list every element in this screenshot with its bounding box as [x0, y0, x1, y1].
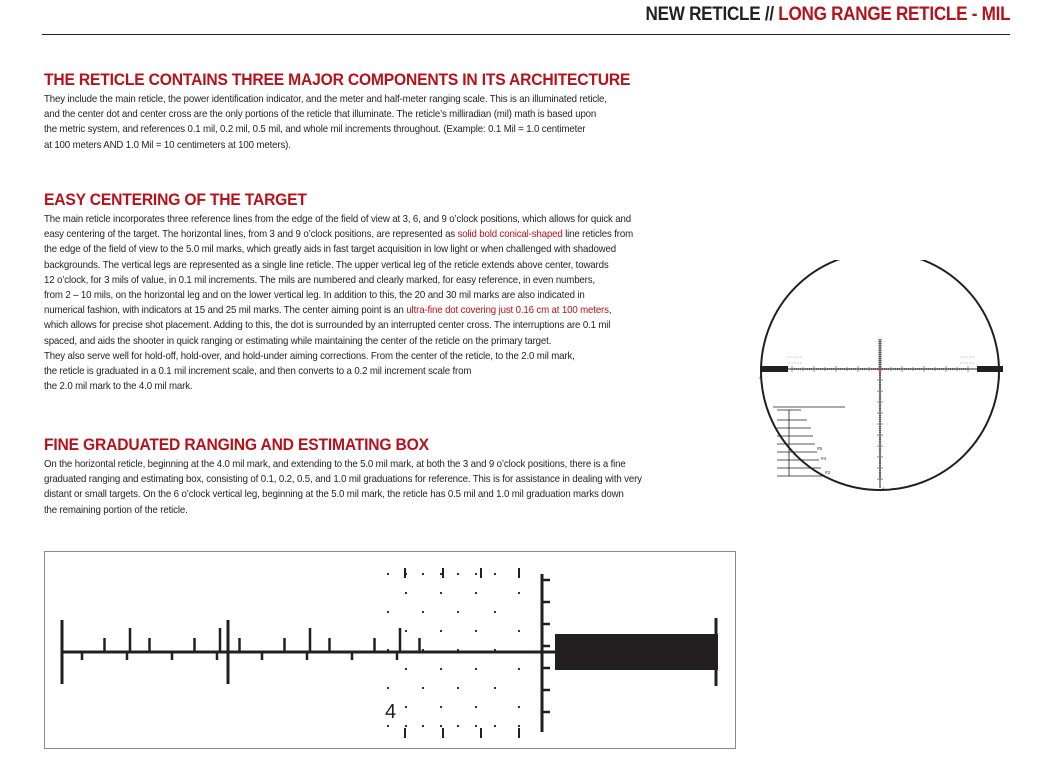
- section-title: THE RETICLE CONTAINS THREE MAJOR COMPONENTS IN ITS ARCHITECTURE: [44, 70, 631, 89]
- body-line: at 100 meters AND 1.0 Mil = 10 centimeters at 100 meters).: [44, 139, 291, 151]
- scope-dot: [970, 369, 971, 370]
- scope-dot: [798, 369, 799, 370]
- detail-grid-dot: [405, 706, 407, 708]
- body-line: the metric system, and references 0.1 mil, 0.2 mil, 0.5 mil, and whole mil increments throughout. (Example: 0.1 Mil = 1.0 centimeter: [44, 124, 586, 136]
- detail-grid-dot: [440, 706, 442, 708]
- scope-dot: [973, 363, 974, 364]
- body-line: and the center dot and center cross are the only portions of the reticle that illuminate. The reticle’s milliradian (mil) math is based upon: [44, 109, 597, 121]
- scope-dot: [789, 369, 790, 370]
- section-body: [44, 92, 732, 153]
- ladder-label: #3: [825, 470, 831, 475]
- scope-dot: [792, 357, 793, 358]
- section-title: EASY CENTERING OF THE TARGET: [44, 190, 307, 209]
- body-text: easy centering of the target. The horizontal lines, from 3 and 9 o’clock positions, are represented as: [44, 229, 458, 241]
- scope-dot: [970, 357, 971, 358]
- section-easy-centering: [44, 190, 784, 394]
- header-separator: //: [760, 4, 779, 25]
- body-line: the reticle is graduated in a 0.1 mil increment scale, and then converts to a 0.2 mil increment scale from: [44, 366, 472, 378]
- detail-grid-dot: [475, 592, 477, 594]
- detail-grid-dot: [440, 725, 442, 727]
- detail-grid-dot: [475, 668, 477, 670]
- reticle-svg: [755, 260, 1005, 492]
- detail-svg: [45, 552, 735, 748]
- detail-grid-dot: [494, 687, 496, 689]
- section-body: [44, 212, 732, 394]
- scope-dot: [970, 363, 971, 364]
- body-line: They also serve well for hold-off, hold-over, and hold-under aiming corrections. From the center of the reticle, to the 2.0 mil mark,: [44, 350, 575, 362]
- section-body: [44, 457, 732, 518]
- scope-dot: [967, 357, 968, 358]
- scope-label-left: 4: [759, 375, 762, 380]
- body-line: They include the main reticle, the power identification indicator, and the meter and half-meter ranging scale. This is an illuminated reticle,: [44, 94, 607, 105]
- body-text: ,: [608, 305, 612, 317]
- detail-grid-dot: [422, 649, 424, 651]
- highlight-text: solid bold conical-shaped: [457, 229, 563, 241]
- scope-dot: [964, 369, 965, 370]
- scope-dot: [792, 369, 793, 370]
- body-line: from 2 – 10 mils, on the horizontal leg and on the lower vertical leg. In addition to this, the 20 and 30 mil marks are also indicated in: [44, 290, 585, 302]
- body-line: [44, 303, 732, 318]
- left-thick-bar: [760, 366, 788, 372]
- detail-grid-dot: [475, 573, 477, 575]
- section-title: FINE GRADUATED RANGING AND ESTIMATING BOX: [44, 435, 429, 454]
- detail-grid-dot: [457, 573, 459, 575]
- body-line: backgrounds. The vertical legs are represented as a single line reticle. The upper vertical leg of the reticle extends above center, towards: [44, 259, 609, 271]
- detail-grid-dot: [422, 573, 424, 575]
- scope-dot: [795, 357, 796, 358]
- header-rule: [42, 34, 1010, 35]
- body-line: the 2.0 mil mark to the 4.0 mil mark.: [44, 381, 193, 393]
- body-line: spaced, and aids the shooter in quick ranging or estimating while maintaining the center of the reticle on the primary target.: [44, 335, 552, 347]
- highlight-text: ultra-fine dot covering just 0.16 cm at 100 meters: [406, 305, 609, 317]
- detail-grid-dot: [387, 687, 389, 689]
- right-thick-bar: [977, 366, 1003, 372]
- detail-grid-dot: [405, 592, 407, 594]
- scope-dot: [967, 369, 968, 370]
- detail-grid-dot: [494, 725, 496, 727]
- ladder-label: #4: [821, 456, 827, 461]
- body-line: the remaining portion of the reticle.: [44, 504, 188, 516]
- body-line: which allows for precise shot placement. Adding to this, the dot is surrounded by an interrupted center cross. The interruptions are 0.1 mil: [44, 320, 611, 332]
- detail-grid-dot: [405, 668, 407, 670]
- ranging-box-detail: [44, 551, 736, 749]
- center-dot: [878, 367, 881, 370]
- ladder-label: #5: [817, 446, 823, 451]
- detail-grid-dot: [475, 630, 477, 632]
- detail-grid-dot: [457, 725, 459, 727]
- detail-grid-dot: [494, 611, 496, 613]
- section-ranging-box: [44, 435, 784, 518]
- detail-grid-dot: [518, 630, 520, 632]
- detail-mil-label: 4: [385, 701, 397, 723]
- detail-grid-dot: [387, 611, 389, 613]
- scope-dot: [795, 363, 796, 364]
- body-line: the edge of the field of view to the 5.0 mil marks, which greatly aids in fast target acquisition in low light or when challenged with shadowed: [44, 244, 616, 256]
- scope-dot: [795, 369, 796, 370]
- body-line: 12 o’clock, for 3 mils of value, in 0.1 mil increments. The mils are numbered and clearly marked, for easy reference, in even numbers,: [44, 274, 595, 286]
- detail-grid-dot: [405, 725, 407, 727]
- detail-grid-dot: [422, 725, 424, 727]
- scope-dot: [798, 357, 799, 358]
- detail-grid-dot: [422, 687, 424, 689]
- detail-grid-dot: [440, 668, 442, 670]
- scope-dot: [789, 357, 790, 358]
- detail-grid-dot: [457, 649, 459, 651]
- detail-grid-dot: [387, 649, 389, 651]
- detail-grid-dot: [518, 668, 520, 670]
- scope-dot: [964, 357, 965, 358]
- detail-grid-dot: [422, 611, 424, 613]
- body-line: On the horizontal reticle, beginning at the 4.0 mil mark, and extending to the 5.0 mil mark, at both the 3 and 9 o’clock positions, there is a fine: [44, 459, 626, 470]
- body-line: distant or small targets. On the 6 o’clock vertical leg, beginning at the 5.0 mil mark, the reticle has 0.5 mil and 1.0 mil graduation marks down: [44, 489, 624, 501]
- header-title-right: LONG RANGE RETICLE - MIL: [778, 4, 1010, 25]
- scope-dot: [961, 363, 962, 364]
- detail-grid-dot: [457, 611, 459, 613]
- scope-dot: [801, 357, 802, 358]
- detail-grid-dot: [387, 573, 389, 575]
- scope-label-right: 4: [998, 375, 1001, 380]
- scope-dot: [801, 369, 802, 370]
- detail-grid-dot: [387, 725, 389, 727]
- body-text: line reticles from: [562, 229, 633, 241]
- page-header: [645, 4, 1010, 26]
- detail-grid-dot: [457, 687, 459, 689]
- scope-dot: [961, 357, 962, 358]
- scope-dot: [798, 363, 799, 364]
- detail-grid-dot: [494, 573, 496, 575]
- detail-grid-dot: [518, 706, 520, 708]
- detail-grid-dot: [494, 649, 496, 651]
- scope-dot: [961, 369, 962, 370]
- body-line: [44, 227, 732, 242]
- detail-grid-dot: [518, 725, 520, 727]
- scope-dot: [973, 369, 974, 370]
- scope-label-bottom: 4: [882, 486, 885, 491]
- detail-grid-dot: [405, 630, 407, 632]
- scope-dot: [964, 363, 965, 364]
- header-title-left: NEW RETICLE: [645, 4, 761, 25]
- body-text: numerical fashion, with indicators at 15 and 25 mil marks. The center aiming point is an: [44, 305, 407, 317]
- detail-grid-dot: [518, 592, 520, 594]
- scope-dot: [792, 363, 793, 364]
- detail-grid-dot: [440, 630, 442, 632]
- scope-dot: [967, 363, 968, 364]
- detail-thick-bar: [555, 634, 718, 670]
- detail-grid-dot: [440, 592, 442, 594]
- detail-grid-dot: [475, 706, 477, 708]
- body-line: The main reticle incorporates three reference lines from the edge of the field of view at 3, 6, and 9 o’clock positions, which allows for quick and: [44, 214, 631, 225]
- detail-grid-dot: [440, 573, 442, 575]
- detail-grid-dot: [475, 725, 477, 727]
- reticle-scope-illustration: [755, 260, 1005, 492]
- section-architecture: [44, 70, 784, 153]
- body-line: graduated ranging and estimating box, consisting of 0.1, 0.2, 0.5, and 1.0 mil graduations for reference. This is for assistance in dealing with very: [44, 474, 642, 486]
- scope-dot: [789, 363, 790, 364]
- scope-dot: [801, 363, 802, 364]
- scope-dot: [973, 357, 974, 358]
